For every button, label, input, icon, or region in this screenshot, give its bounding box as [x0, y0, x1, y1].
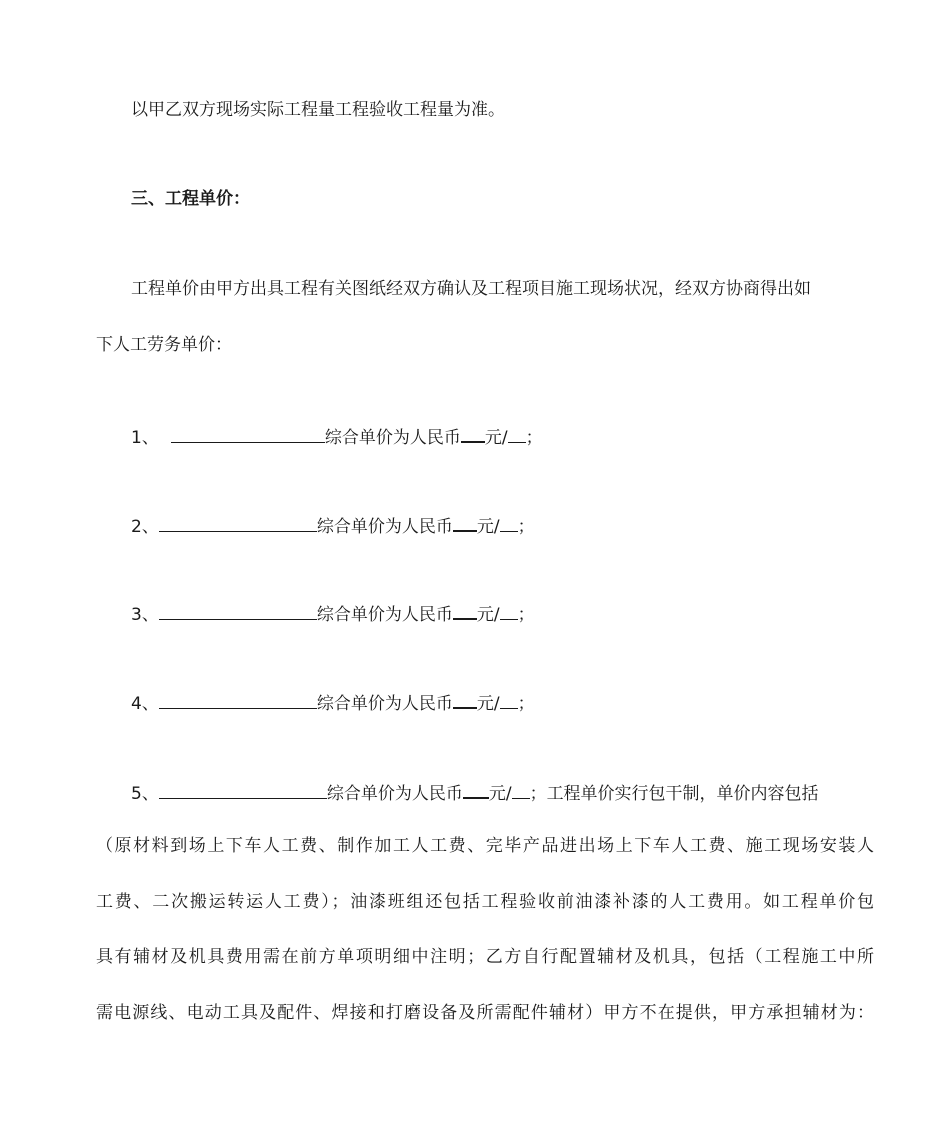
unit-blank[interactable] [500, 601, 518, 620]
item-name-blank[interactable] [159, 780, 327, 799]
price-label: 综合单价为人民币 [316, 605, 453, 625]
unit-blank[interactable] [500, 513, 518, 532]
item-end-punct: ； [517, 605, 535, 625]
price-item-4 [131, 689, 535, 716]
item-end-punct: ； [525, 428, 543, 448]
item-number: 2、 [131, 517, 159, 537]
unit-blank[interactable] [512, 780, 530, 799]
item-name-blank[interactable] [159, 513, 317, 532]
price-label: 综合单价为人民币 [316, 694, 453, 714]
item-name-blank[interactable] [159, 601, 317, 620]
item-number: 1、 [131, 428, 159, 448]
price-unit: 元/ [476, 517, 500, 537]
paragraph-unit-price-intro-line2: 下人工劳务单价： [96, 335, 232, 355]
price-label: 综合单价为人民币 [316, 517, 453, 537]
unit-blank[interactable] [508, 424, 526, 443]
unit-blank[interactable] [500, 690, 518, 709]
price-amount-blank[interactable] [461, 423, 485, 443]
price-amount-blank[interactable] [463, 779, 489, 799]
item-number: 4、 [131, 694, 159, 714]
price-item-2 [131, 512, 535, 539]
price-label: 综合单价为人民币 [326, 784, 463, 804]
item-name-blank[interactable] [159, 690, 317, 709]
item-end-punct: ； [529, 784, 547, 804]
price-amount-blank[interactable] [453, 600, 477, 620]
price-item-5 [131, 779, 819, 806]
paragraph-scope-line1: （原材料到场上下车人工费、制作加工人工费、完毕产品进出场上下车人工费、施工现场安装人 [96, 836, 874, 856]
item-name-blank[interactable] [171, 424, 325, 443]
paragraph-quantity-basis: 以甲乙双方现场实际工程量工程验收工程量为准。 [131, 100, 505, 120]
paragraph-unit-price-intro-line1: 工程单价由甲方出具工程有关图纸经双方确认及工程项目施工现场状况，经双方协商得出如 [131, 279, 811, 299]
price-amount-blank[interactable] [453, 689, 477, 709]
price-unit: 元/ [476, 694, 500, 714]
price-unit: 元/ [476, 605, 500, 625]
paragraph-scope-line4: 需电源线、电动工具及配件、焊接和打磨设备及所需配件辅材）甲方不在提供，甲方承担辅材为： [96, 1003, 874, 1023]
paragraph-scope-line3: 具有辅材及机具费用需在前方单项明细中注明；乙方自行配置辅材及机具，包括（工程施工中所 [96, 947, 874, 967]
item-end-punct: ； [517, 694, 535, 714]
price-item-1 [131, 423, 543, 450]
price-item-3 [131, 600, 535, 627]
price-unit: 元/ [484, 428, 508, 448]
item-5-continuation: 工程单价实行包干制，单价内容包括 [546, 784, 819, 804]
item-number: 3、 [131, 605, 159, 625]
price-label: 综合单价为人民币 [324, 428, 461, 448]
price-amount-blank[interactable] [453, 512, 477, 532]
section-heading-unit-price: 三、工程单价： [131, 189, 250, 209]
price-unit: 元/ [488, 784, 512, 804]
item-end-punct: ； [517, 517, 535, 537]
paragraph-scope-line2: 工费、二次搬运转运人工费）；油漆班组还包括工程验收前油漆补漆的人工费用。如工程单价包 [96, 892, 874, 912]
item-number: 5、 [131, 784, 159, 804]
